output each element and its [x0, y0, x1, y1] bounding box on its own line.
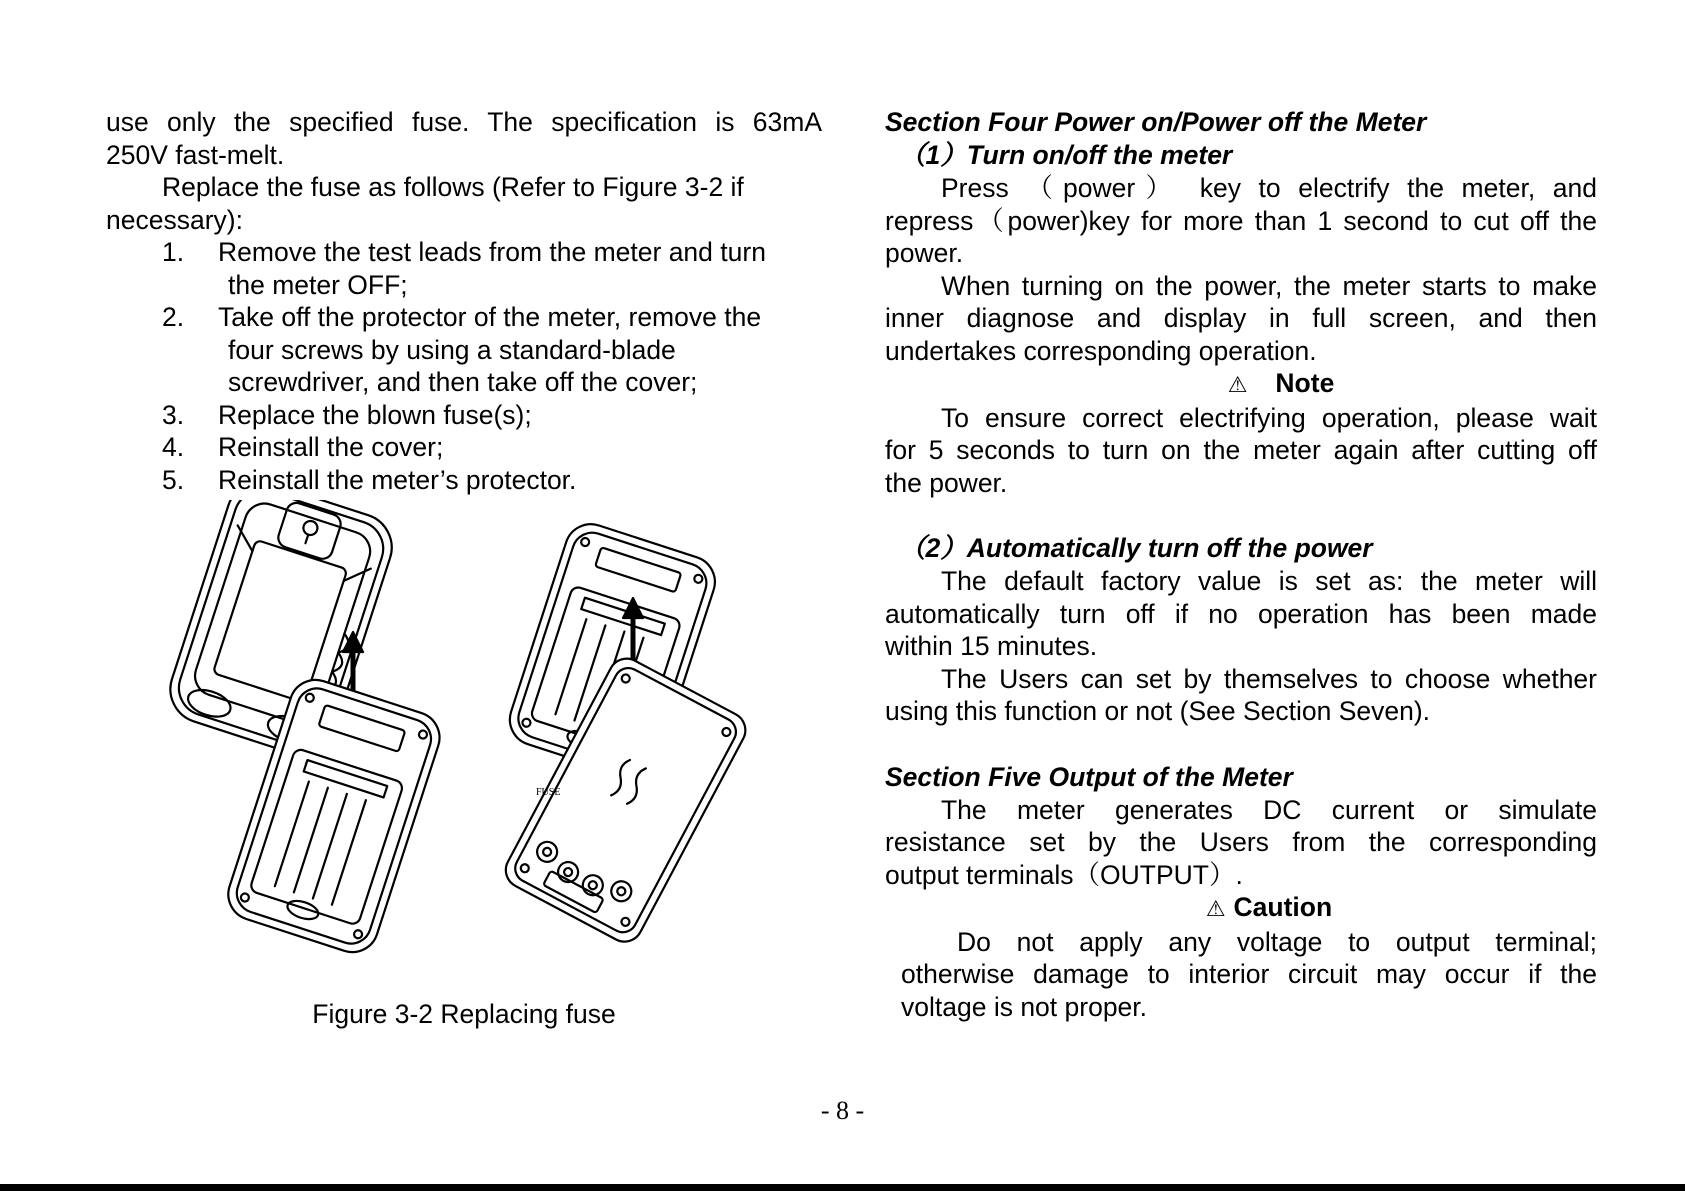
warning-triangle-icon: ⚠: [1205, 896, 1226, 921]
caution-label: Caution: [1233, 892, 1333, 922]
fuse-label: FUSE: [536, 787, 561, 798]
note-label: Note: [1275, 368, 1335, 398]
output-text-line: The meter generates DC current or simulate: [941, 794, 1597, 825]
step-number: 4.: [162, 432, 185, 462]
note-text-line: To ensure correct electrifying operation, please wait: [941, 402, 1597, 433]
replace-steps-list: [106, 236, 822, 496]
caution-heading: [885, 891, 1597, 926]
step-text: the meter OFF;: [228, 269, 408, 300]
step-number: 5.: [162, 464, 185, 495]
step-item: [106, 301, 822, 399]
step-number: 2.: [162, 302, 185, 332]
caution-text-line: Do not apply any voltage to output terminal;: [957, 926, 1597, 957]
fuse-spec-line-2: 250V fast-melt.: [106, 139, 285, 170]
auto-off-text-line: automatically turn off if no operation has been made: [885, 598, 1597, 629]
step-text: Take off the protector of the meter, remove the: [218, 302, 762, 332]
step-number: 1.: [162, 237, 185, 267]
replacing-fuse-figure: [140, 500, 780, 980]
note-heading: [885, 367, 1597, 402]
auto-off-text-line: The default factory value is set as: the meter will: [941, 566, 1597, 596]
power-text-line: When turning on the power, the meter starts to make: [941, 270, 1597, 301]
replace-intro-line-2: necessary):: [106, 204, 243, 235]
caution-text-block: [885, 926, 1597, 1024]
power-text-line: undertakes corresponding operation.: [885, 335, 1317, 366]
step-text: Remove the test leads from the meter and turn: [218, 237, 766, 267]
step-item: [106, 431, 822, 464]
fuse-spec-line-1: use only the specified fuse. The specification is 63mA: [106, 107, 822, 137]
auto-off-text-line: using this function or not (See Section Seven).: [885, 696, 1431, 726]
power-text-line: inner diagnose and display in full screen, and then: [885, 303, 1597, 333]
figure-caption: Figure 3-2 Replacing fuse: [312, 999, 616, 1029]
auto-off-text-line: The Users can set by themselves to choose whether: [941, 663, 1597, 694]
power-text-line: power.: [885, 238, 964, 268]
output-text-line: output terminals（OUTPUT）.: [885, 859, 1243, 890]
step-number: 3.: [162, 399, 185, 430]
step-text: Reinstall the cover;: [218, 432, 444, 462]
step-item: [106, 236, 822, 301]
subsection-turn-on-off-title: （1）Turn on/off the meter: [899, 140, 1233, 170]
power-text-line: Press （power） key to electrify the meter, and: [941, 173, 1597, 203]
auto-off-text-line: within 15 minutes.: [885, 631, 1098, 661]
warning-triangle-icon: ⚠: [1227, 372, 1248, 397]
replace-intro-line-1: Replace the fuse as follows (Refer to Figure 3-2 if: [162, 172, 744, 202]
right-column: [885, 106, 1597, 1023]
note-text-line: for 5 seconds to turn on the meter again after cutting off: [885, 435, 1597, 465]
step-text: screwdriver, and then take off the cover;: [228, 367, 698, 397]
step-item: [106, 399, 822, 432]
note-text-line: the power.: [885, 467, 1008, 498]
section-four-title: Section Four Power on/Power off the Meter: [885, 107, 1427, 137]
subsection-auto-off-title: （2）Automatically turn off the power: [899, 533, 1373, 563]
power-text-line: repress（power)key for more than 1 second to cut off the: [885, 205, 1597, 236]
left-column: [106, 106, 822, 496]
step-item: [106, 464, 822, 497]
step-text: Reinstall the meter’s protector.: [218, 464, 577, 495]
section-five-title: Section Five Output of the Meter: [885, 761, 1293, 792]
bottom-border: [0, 1184, 1685, 1191]
step-text: Replace the blown fuse(s);: [218, 399, 532, 430]
step-text: four screws by using a standard-blade: [228, 334, 676, 365]
output-text-line: resistance set by the Users from the corresponding: [885, 827, 1597, 857]
page-number: - 8 -: [820, 1096, 865, 1125]
caution-text-line: otherwise damage to interior circuit may occur if the: [901, 959, 1597, 989]
caution-text-line: voltage is not proper.: [901, 991, 1148, 1022]
